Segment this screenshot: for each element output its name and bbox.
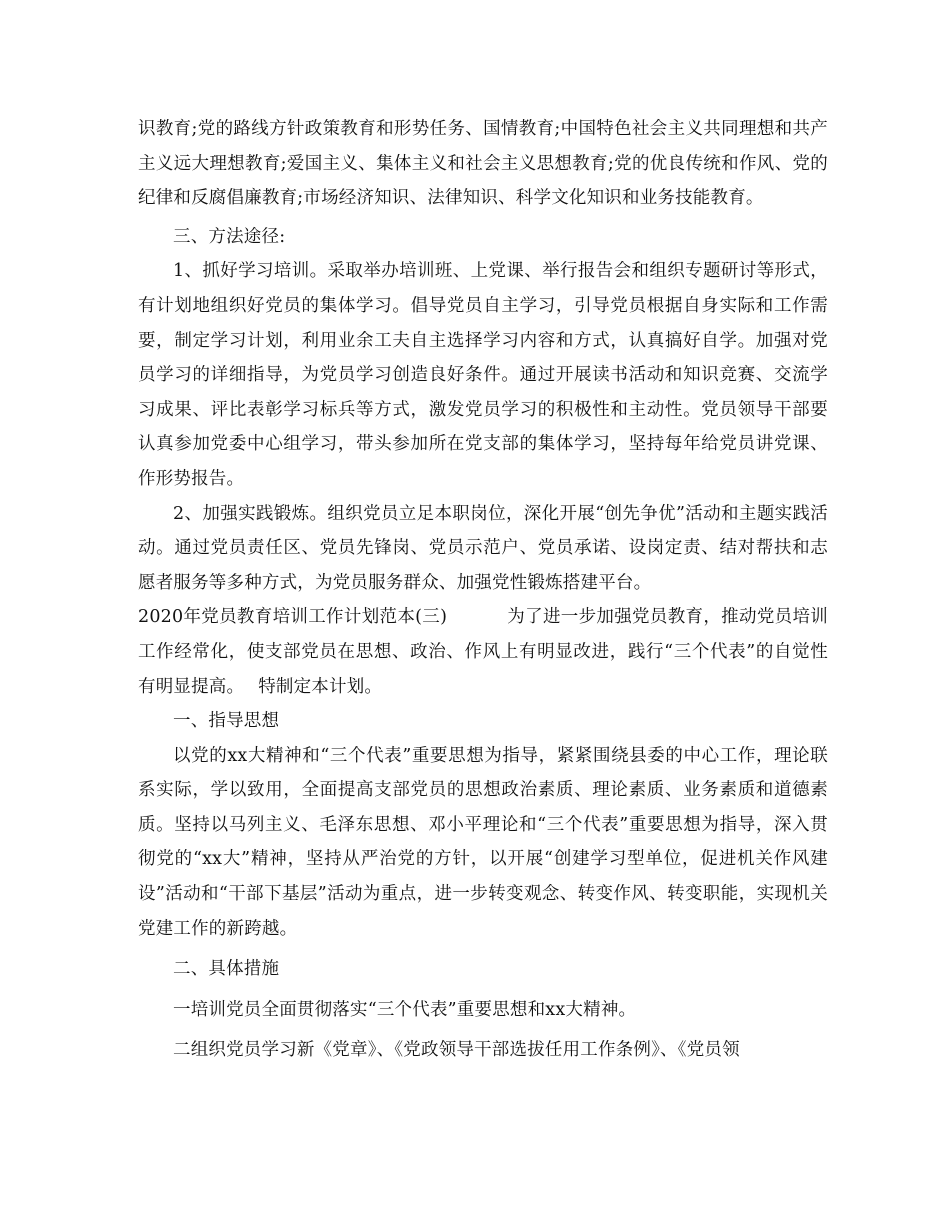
heading-methods: 三、方法途径: [173,226,286,247]
paragraph-measure-2: 二组织党员学习新《党章》、《党政领导干部选拔任用工作条例》、《党员领 [173,1040,740,1061]
plan-intro-end: 特制定本计划。 [258,676,383,697]
plan-intro-text: 为了进一步加强党员教育，推动党员培训工作经常化，使支部党员在思想、政治、作风上有明显改进，践行“三个代表”的自觉性有明显提高。 [138,607,828,697]
paragraph-plan-intro [138,600,828,704]
plan-title: 2020年党员教育培训工作计划范本(三) [138,607,448,628]
paragraph-method-1: 1、抓好学习培训。采取举办培训班、上党课、举行报告会和组织专题研讨等形式，有计划地组织好党员的集体学习。倡导党员自主学习，引导党员根据自身实际和工作需要，制定学习计划，利用业余工夫自主选择学习内容和方式，认真搞好自学。加强对党员学习的详细指导，为党员学习创造良好条件。通过开展读书活动和知识竞赛、交流学习成果、评比表彰学习标兵等方式，激发党员学习的积极性和主动性。党员领导干部要认真参加党委中心组学习，带头参加所在党支部的集体学习，坚持每年给党员讲党课、作形势报告。 [138,261,828,489]
paragraph-guiding-thought: 以党的xx大精神和“三个代表”重要思想为指导，紧紧围绕县委的中心工作，理论联系实际，学以致用，全面提高支部党员的思想政治素质、理论素质、业务素质和道德素质。坚持以马列主义、毛泽东思想、邓小平理论和“三个代表”重要思想为指导，深入贯彻党的“xx大”精神，坚持从严治党的方针，以开展“创建学习型单位，促进机关作风建设”活动和“干部下基层”活动为重点，进一步转变观念、转变作风、转变职能，实现机关党建工作的新跨越。 [138,745,828,939]
document-body [138,112,828,1068]
paragraph-measure-1: 一培训党员全面贯彻落实“三个代表”重要思想和xx大精神。 [173,999,637,1020]
heading-specific-measures: 二、具体措施 [173,959,280,980]
heading-guiding-thought: 一、指导思想 [173,711,280,732]
paragraph-education-content: 识教育;党的路线方针政策教育和形势任务、国情教育;中国特色社会主义共同理想和共产主义远大理想教育;爱国主义、集体主义和社会主义思想教育;党的优良传统和作风、党的纪律和反腐倡廉教育;市场经济知识、法律知识、科学文化知识和业务技能教育。 [138,119,828,209]
paragraph-method-2: 2、加强实践锻炼。组织党员立足本职岗位，深化开展“创先争优”活动和主题实践活动。通过党员责任区、党员先锋岗、党员示范户、党员承诺、设岗定责、结对帮扶和志愿者服务等多种方式，为党员服务群众、加强党性锻炼搭建平台。 [138,503,828,593]
